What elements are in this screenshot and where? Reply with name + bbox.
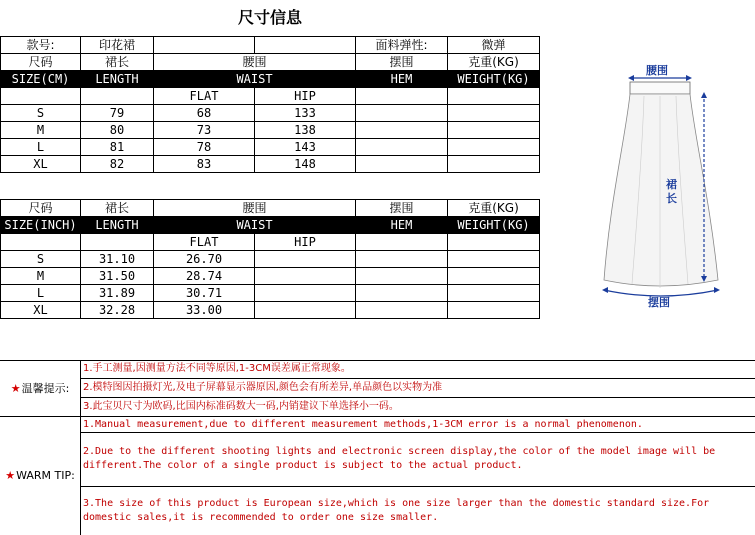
star-icon: ★ <box>10 381 21 395</box>
style-label: 款号: <box>1 37 81 54</box>
header-en-row <box>1 71 540 88</box>
skirt-illustration <box>540 0 755 340</box>
header-waist-en: WAIST <box>154 217 356 234</box>
header-waist-en: WAIST <box>154 71 356 88</box>
style-value: 印花裙 <box>81 37 154 54</box>
header-waist: 腰围 <box>154 200 356 217</box>
header-cn-row <box>1 200 540 217</box>
en-tip-3: 3.The size of this product is European size,which is one size larger than the domestic standard size.For domestic sales,it is recommended to order one size smaller. <box>80 486 755 535</box>
header-size: 尺码 <box>1 200 81 217</box>
header-length: 裙长 <box>81 200 154 217</box>
hem-label: 摆围 <box>648 296 670 309</box>
header-hem: 摆围 <box>356 54 448 71</box>
sub-header-row <box>1 234 540 251</box>
header-length-en: LENGTH <box>81 71 154 88</box>
size-table-inch <box>0 199 540 319</box>
header-waist: 腰围 <box>154 54 356 71</box>
table-row: M 31.50 28.74 <box>1 268 540 285</box>
header-size-en: SIZE(INCH) <box>1 217 81 234</box>
en-tip-1: 1.Manual measurement,due to different measurement methods,1-3CM error is a normal phenomenon. <box>83 419 643 430</box>
table-row: XL 32.28 33.00 <box>1 302 540 319</box>
skirt-diagram <box>540 0 755 340</box>
notes-section <box>0 360 755 535</box>
header-size-en: SIZE(CM) <box>1 71 81 88</box>
star-icon: ★ <box>5 469 16 482</box>
header-weight-en: WEIGHT(KG) <box>448 217 540 234</box>
sub-header-row <box>1 88 540 105</box>
header-length-en: LENGTH <box>81 217 154 234</box>
header-size: 尺码 <box>1 54 81 71</box>
header-length: 裙长 <box>81 54 154 71</box>
header-hem-en: HEM <box>356 71 448 88</box>
en-tip-2: 2.Due to the different shooting lights and electronic screen display,the color of the model image will be different.The color of a single product is subject to the actual product. <box>80 432 755 486</box>
table-row: S 31.10 26.70 <box>1 251 540 268</box>
sub-header-hip: HIP <box>255 88 356 105</box>
waist-label: 腰围 <box>646 64 668 77</box>
sub-header-flat: FLAT <box>154 88 255 105</box>
header-weight-en: WEIGHT(KG) <box>448 71 540 88</box>
header-weight: 克重(KG) <box>448 200 540 217</box>
page-title: 尺寸信息 <box>237 8 302 27</box>
table-row: L 81 78 143 <box>1 139 540 156</box>
table-row: L 31.89 30.71 <box>1 285 540 302</box>
elastic-label: 面料弹性: <box>356 37 448 54</box>
cn-tip-label: ★ 温馨提示: <box>0 360 81 416</box>
cn-tip-2: 2.模特图因拍摄灯光,及电子屏幕显示器原因,颜色会有所差异,单品颜色以实物为准 <box>80 378 755 397</box>
header-hem: 摆围 <box>356 200 448 217</box>
header-en-row <box>1 217 540 234</box>
elastic-value: 微弹 <box>448 37 540 54</box>
cn-tip-1: 1.手工测量,因测量方法不同等原因,1-3CM误差属正常现象。 <box>83 363 351 374</box>
sub-header-flat: FLAT <box>154 234 255 251</box>
table-row: M 80 73 138 <box>1 122 540 139</box>
length-label: 裙长 <box>666 178 677 205</box>
table-row: S 79 68 133 <box>1 105 540 122</box>
cn-tip-3: 3.此宝贝尺寸为欧码,比国内标准码数大一码,内销建议下单选择小一码。 <box>80 397 755 416</box>
sub-header-hip: HIP <box>255 234 356 251</box>
size-table-cm <box>0 36 540 173</box>
table-row: XL 82 83 148 <box>1 156 540 173</box>
header-hem-en: HEM <box>356 217 448 234</box>
info-row <box>1 37 540 54</box>
en-tip-label: ★ WARM TIP: <box>0 416 81 535</box>
header-cn-row <box>1 54 540 71</box>
header-weight: 克重(KG) <box>448 54 540 71</box>
